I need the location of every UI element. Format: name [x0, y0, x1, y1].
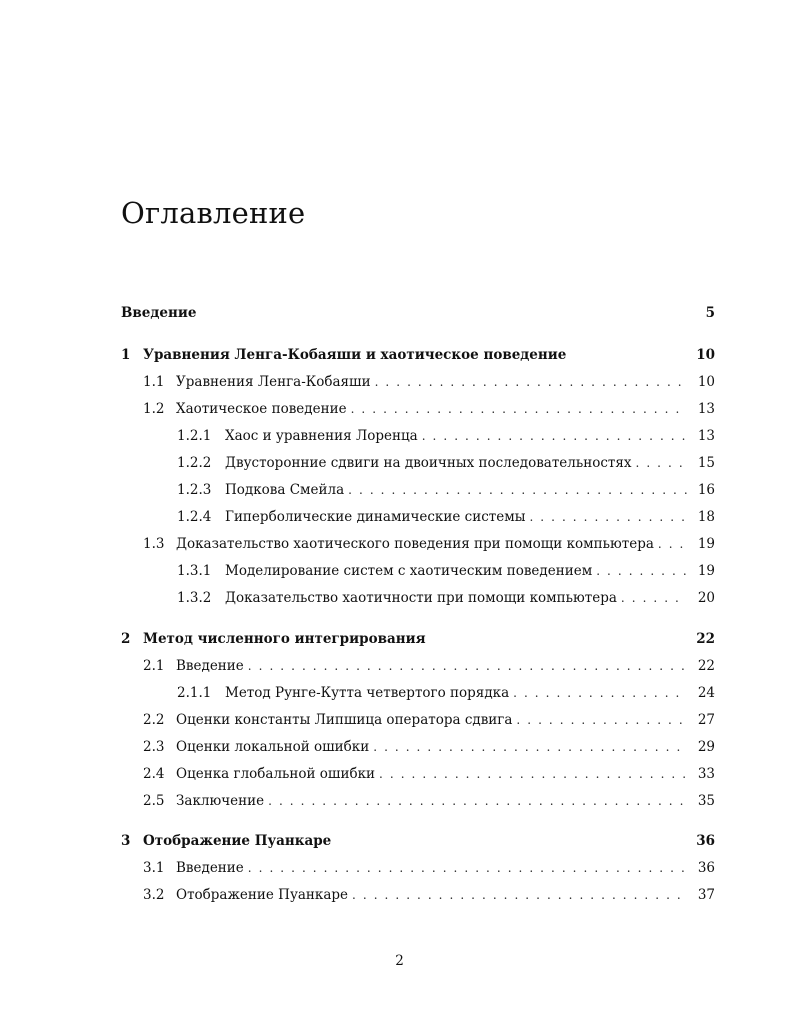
toc-leader-dots — [379, 763, 687, 785]
toc-entry-section-2-1[interactable] — [121, 655, 715, 677]
toc-entry-section-3-1[interactable] — [121, 857, 715, 879]
toc-leader-dots — [621, 587, 687, 609]
toc-entry-page: 15 — [697, 455, 715, 471]
toc-leader-dots — [351, 398, 687, 420]
toc-entry-page: 13 — [697, 401, 715, 417]
toc-entry-title: Введение — [176, 658, 244, 674]
toc-entry-number: 3.2 — [143, 887, 165, 903]
toc-entry-section-2-4[interactable] — [121, 763, 715, 785]
toc-entry-number: 1 — [121, 347, 131, 363]
toc-entry-subsection-2-1-1[interactable] — [121, 682, 715, 704]
toc-entry-section-2-2[interactable] — [121, 709, 715, 731]
toc-entry-number: 2.5 — [143, 793, 165, 809]
toc-entry-number: 1.2 — [143, 401, 165, 417]
toc-entry-title: Гиперболические динамические системы — [225, 509, 526, 525]
toc-leader-dots — [348, 479, 687, 501]
toc-entry-number: 2.1.1 — [177, 685, 212, 701]
toc-entry-page: 29 — [697, 739, 715, 755]
toc-entry-page: 16 — [697, 482, 715, 498]
page-title: Оглавление — [121, 196, 306, 230]
toc-entry-subsection-1-2-3[interactable] — [121, 479, 715, 501]
toc-entry-page: 10 — [697, 374, 715, 390]
toc-entry-number: 2 — [121, 631, 131, 647]
toc-entry-page: 22 — [697, 658, 715, 674]
toc-leader-dots — [352, 884, 687, 906]
toc-entry-title: Доказательство хаотичности при помощи компьютера — [225, 590, 617, 606]
toc-entry-title: Уравнения Ленга-Кобаяши — [176, 374, 371, 390]
toc-leader-dots — [529, 506, 687, 528]
toc-entry-number: 1.3.2 — [177, 590, 212, 606]
toc-entry-number: 2.2 — [143, 712, 165, 728]
toc-entry-page: 33 — [697, 766, 715, 782]
toc-entry-title: Двусторонние сдвиги на двоичных последовательностях — [225, 455, 632, 471]
toc-entry-subsection-1-2-1[interactable] — [121, 425, 715, 447]
toc-entry-title: Отображение Пуанкаре — [143, 833, 332, 849]
toc-entry-subsection-1-3-2[interactable] — [121, 587, 715, 609]
toc-entry-number: 1.2.1 — [177, 428, 212, 444]
toc-entry-number: 1.1 — [143, 374, 165, 390]
toc-entry-number: 1.3 — [143, 536, 165, 552]
toc-entry-page: 10 — [696, 347, 715, 363]
toc-leader-dots — [248, 857, 687, 879]
toc-leader-dots — [422, 425, 687, 447]
toc-leader-dots — [658, 533, 687, 555]
toc-entry-page: 19 — [697, 563, 715, 579]
toc-entry-title: Уравнения Ленга-Кобаяши и хаотическое поведение — [143, 347, 567, 363]
toc-entry-number: 1.2.4 — [177, 509, 212, 525]
toc-entry-title: Хаотическое поведение — [176, 401, 347, 417]
toc-entry-number: 2.1 — [143, 658, 165, 674]
toc-leader-dots — [596, 560, 687, 582]
toc-entry-title: Метод численного интегрирования — [143, 631, 426, 647]
toc-entry-page: 22 — [696, 631, 715, 647]
toc-leader-dots — [268, 790, 687, 812]
toc-leader-dots — [375, 371, 687, 393]
toc-leader-dots — [513, 682, 687, 704]
toc-entry-page: 18 — [697, 509, 715, 525]
toc-entry-section-2-3[interactable] — [121, 736, 715, 758]
toc-entry-introduction[interactable] — [121, 302, 715, 324]
toc-entry-section-1-1[interactable] — [121, 371, 715, 393]
toc-entry-page: 5 — [705, 305, 715, 321]
toc-entry-section-3-2[interactable] — [121, 884, 715, 906]
toc-entry-title: Оценки константы Липшица оператора сдвига — [176, 712, 513, 728]
toc-entry-section-2-5[interactable] — [121, 790, 715, 812]
toc-entry-title: Доказательство хаотического поведения при помощи компьютера — [176, 536, 654, 552]
toc-leader-dots — [248, 655, 687, 677]
toc-entry-title: Введение — [121, 305, 197, 321]
toc-entry-page: 35 — [697, 793, 715, 809]
toc-entry-number: 1.2.2 — [177, 455, 212, 471]
toc-entry-subsection-1-3-1[interactable] — [121, 560, 715, 582]
toc-entry-title: Хаос и уравнения Лоренца — [225, 428, 418, 444]
toc-entry-chapter-1[interactable] — [121, 344, 715, 366]
toc-entry-title: Введение — [176, 860, 244, 876]
toc-entry-number: 2.3 — [143, 739, 165, 755]
toc-entry-title: Отображение Пуанкаре — [176, 887, 349, 903]
toc-leader-dots — [373, 736, 687, 758]
toc-entry-section-1-2[interactable] — [121, 398, 715, 420]
toc-entry-number: 3 — [121, 833, 131, 849]
page-number: 2 — [395, 953, 404, 969]
toc-entry-page: 37 — [697, 887, 715, 903]
toc-entry-chapter-2[interactable] — [121, 628, 715, 650]
toc-leader-dots — [636, 452, 687, 474]
toc-entry-subsection-1-2-2[interactable] — [121, 452, 715, 474]
toc-entry-page: 19 — [697, 536, 715, 552]
toc-entry-chapter-3[interactable] — [121, 830, 715, 852]
toc-entry-title: Моделирование систем с хаотическим поведением — [225, 563, 593, 579]
toc-entry-page: 24 — [697, 685, 715, 701]
toc-entry-number: 1.3.1 — [177, 563, 212, 579]
table-of-contents — [121, 0, 715, 1034]
toc-entry-title: Заключение — [176, 793, 265, 809]
toc-entry-number: 2.4 — [143, 766, 165, 782]
toc-entry-number: 3.1 — [143, 860, 165, 876]
toc-entry-title: Подкова Смейла — [225, 482, 345, 498]
toc-entry-title: Оценка глобальной ошибки — [176, 766, 376, 782]
toc-entry-page: 20 — [697, 590, 715, 606]
toc-entry-page: 13 — [697, 428, 715, 444]
toc-entry-section-1-3[interactable] — [121, 533, 715, 555]
toc-entry-title: Оценки локальной ошибки — [176, 739, 370, 755]
toc-entry-page: 36 — [696, 833, 715, 849]
toc-entry-page: 36 — [697, 860, 715, 876]
toc-leader-dots — [516, 709, 687, 731]
toc-entry-number: 1.2.3 — [177, 482, 212, 498]
toc-entry-title: Метод Рунге-Кутта четвертого порядка — [225, 685, 510, 701]
toc-entry-page: 27 — [697, 712, 715, 728]
toc-entry-subsection-1-2-4[interactable] — [121, 506, 715, 528]
